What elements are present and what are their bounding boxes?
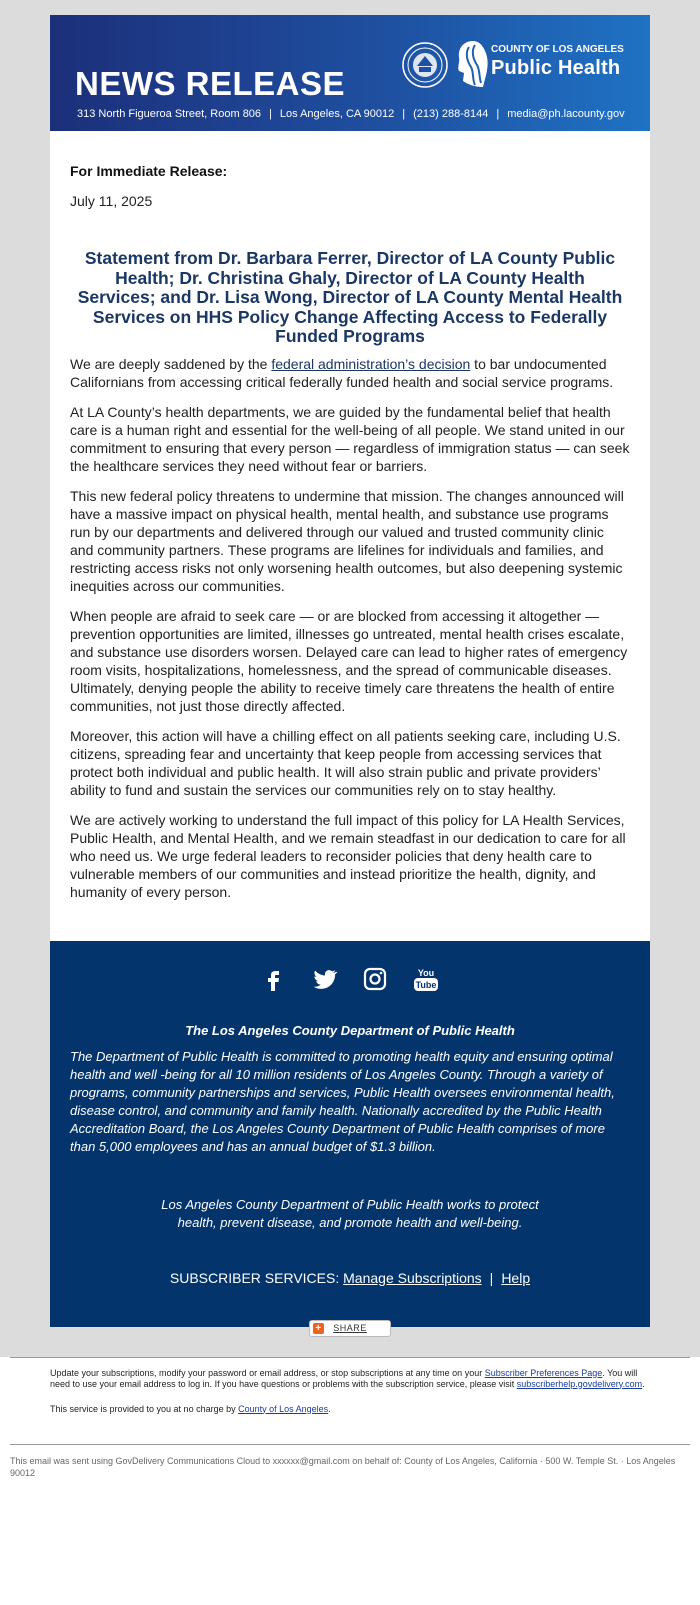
paragraph-4: When people are afraid to seek care — or are blocked from accessing it altogether — prevention opportunities are limited, illnesses go untreated, mental health crises escalate, and substance use disorders worsen. Delayed care can lead to higher rates of emergency room visits, hospitalizations, homelessness, and the spread of communicable diseases. Ultimately, denying people the ability to receive timely care threatens the health of entire communities, not just those directly affected. — [70, 607, 628, 714]
footer-title: The Los Angeles County Department of Public Health — [185, 1022, 515, 1038]
served-text-end: . — [328, 1403, 331, 1414]
govdelivery-notice: This email was sent using GovDelivery Communications Cloud to xxxxxx@gmail.com on behalf of: County of Los Angeles, California · 500 W. Temple St. · Los Angeles 90012 — [10, 1455, 676, 1478]
release-body — [50, 131, 650, 941]
youtube-tube: Tube — [415, 979, 437, 990]
pref-text-lead: Update your subscriptions, modify your password or email address, or stop subscriptions at any time on your — [50, 1367, 485, 1378]
manage-subscriptions-link[interactable]: Manage Subscriptions — [343, 1269, 482, 1286]
paragraph-1-lead: We are deeply saddened by the — [70, 355, 272, 372]
paragraph-5: Moreover, this action will have a chilling effect on all patients seeking care, including U.S. citizens, spreading fear and uncertainty that keep people from accessing services that protect both individual and public health. It will also strain public and private providers’ ability to fund and sustain the services our communities rely on to stay healthy. — [70, 727, 621, 798]
footer-mission: Los Angeles County Department of Public Health works to protect health, prevent disease, and promote health and well-being. — [161, 1196, 539, 1230]
paragraph-3: This new federal policy threatens to undermine that mission. The changes announced will have a massive impact on physical health, mental health, and substance use programs run by our departments and delivered through our valued and trusted community clinic and community partners. These programs are lifelines for individuals and families, and restricting access risks not only worsening health outcomes, but also deepening systemic inequities across our communities. — [70, 487, 624, 594]
share-plus-icon: + — [313, 1323, 324, 1334]
header-title: NEWS RELEASE — [75, 65, 346, 102]
subscription-preferences-text — [0, 1358, 700, 1390]
paragraph-2: At LA County’s health departments, we are guided by the fundamental belief that health care is a human right and essential for the well-being of all people. We stand united in our commitment to ensuring that every person — regardless of immigration status — can seek the healthcare services they need without fear or barriers. — [70, 403, 630, 474]
footer-section — [50, 941, 650, 1334]
subscriber-pipe: | — [489, 1269, 494, 1286]
brand-county: COUNTY OF LOS ANGELES — [491, 44, 624, 55]
pref-text-middle: . You will need to use your email address to log in. If you have questions or problems with the subscription service, please visit — [50, 1367, 638, 1389]
release-headline: Statement from Dr. Barbara Ferrer, Director of LA County Public Health; Dr. Christina Ghaly, Director of LA County Health Services; and Dr. Lisa Wong, Director of LA County Mental Health Services on HHS Policy Change Affecting Access to Federally Funded Programs — [77, 248, 623, 346]
subscriber-help-link[interactable]: subscriberhelp.govdelivery.com — [516, 1378, 643, 1389]
service-provided-text — [0, 1390, 700, 1414]
profile-silhouette-icon — [455, 39, 489, 89]
contact-address: 313 North Figueroa Street, Room 806 — [77, 108, 262, 120]
contact-email: media@ph.lacounty.gov — [507, 108, 625, 120]
subscriber-preferences-link[interactable]: Subscriber Preferences Page — [484, 1367, 603, 1378]
header-banner — [50, 15, 650, 131]
youtube-you: You — [417, 967, 434, 978]
contact-city: Los Angeles, CA 90012 — [279, 108, 395, 120]
contact-phone: (213) 288-8144 — [413, 108, 489, 120]
release-date: July 11, 2025 — [70, 193, 153, 209]
paragraph-1-tail: to bar undocumented Californians from accessing critical federally funded health and social service programs. — [70, 355, 614, 390]
email-footer — [0, 1357, 700, 1479]
release-label: For Immediate Release: — [70, 163, 228, 179]
county-of-los-angeles-link[interactable]: County of Los Angeles — [238, 1403, 329, 1414]
served-text-lead: This service is provided to you at no charge by — [50, 1403, 239, 1414]
paragraph-6: We are actively working to understand the full impact of this policy for LA Health Services, Public Health, and Mental Health, and we remain steadfast in our dedication to care for all who need us. We urge federal leaders to reconsider policies that deny health care to vulnerable members of our communities and instead prioritize the health, dignity, and humanity of every person. — [70, 811, 626, 900]
share-button[interactable] — [309, 1320, 391, 1337]
share-label: SHARE — [333, 1322, 367, 1333]
social-links — [70, 965, 630, 997]
subscriber-services — [70, 1270, 630, 1286]
youtube-icon[interactable] — [412, 965, 440, 993]
header-contact: 313 North Figueroa Street, Room 806 | Los Angeles, CA 90012 | (213) 288-8144 | media@ph.lacounty.gov — [77, 108, 625, 120]
brand-public-health: Public Health — [491, 57, 621, 79]
instagram-icon[interactable] — [361, 965, 389, 993]
facebook-icon[interactable] — [260, 965, 288, 993]
twitter-icon[interactable] — [311, 965, 339, 993]
help-link[interactable]: Help — [501, 1269, 531, 1286]
federal-decision-link[interactable]: federal administration’s decision — [271, 355, 471, 372]
subscriber-services-label: SUBSCRIBER SERVICES: — [169, 1269, 340, 1286]
paragraph-1 — [70, 355, 630, 391]
news-release-card — [50, 15, 650, 1334]
pref-text-end: . — [642, 1378, 645, 1389]
county-seal-icon — [402, 42, 448, 88]
footer-description: The Department of Public Health is committed to promoting health equity and ensuring optimal health and well -being for all 10 million residents of Los Angeles County. Through a variety of programs, community partnerships and services, Public Health oversees environmental health, disease control, and community and family health. Nationally accredited by the Public Health Accreditation Board, the Los Angeles County Department of Public Health comprises of more than 5,000 employees and has an annual budget of $1.3 billion. — [70, 1048, 615, 1154]
public-health-logo — [455, 39, 630, 89]
